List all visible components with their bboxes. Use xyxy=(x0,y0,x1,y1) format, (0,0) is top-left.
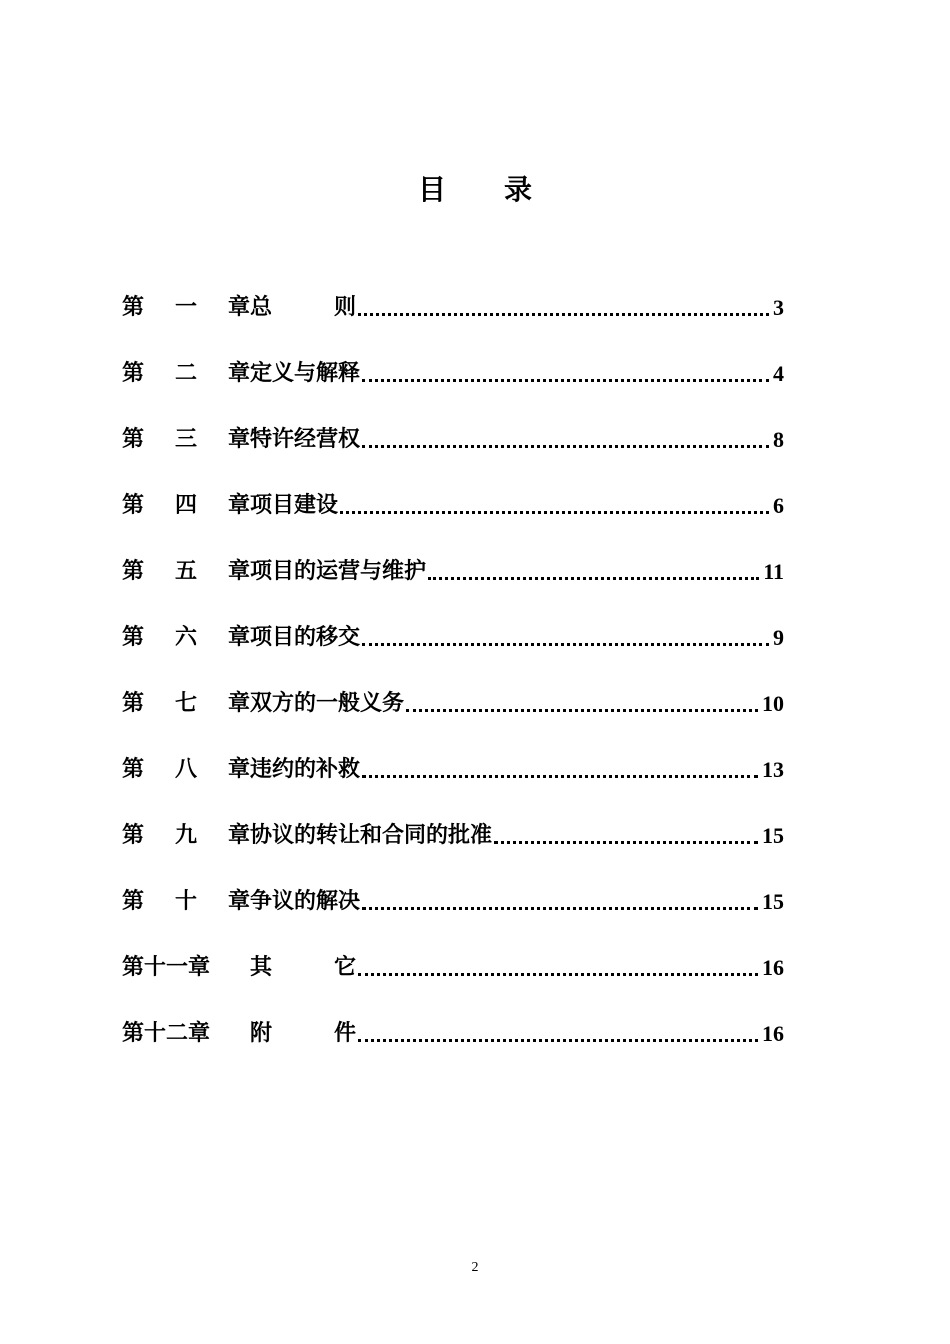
toc-chapter-char: 第 xyxy=(122,427,145,452)
toc-chapter-label xyxy=(122,354,250,394)
toc-page-number: 13 xyxy=(762,757,784,782)
toc-chapter-char: 二 xyxy=(174,361,197,386)
toc-entry[interactable] xyxy=(122,552,784,618)
toc-title-text: 特许经营权 xyxy=(250,427,361,452)
toc-entry[interactable] xyxy=(122,882,784,948)
toc-entry[interactable] xyxy=(122,420,784,486)
toc-chapter-char: 章 xyxy=(227,889,250,914)
toc-title-text: 项目的移交 xyxy=(250,625,361,650)
toc-entry[interactable] xyxy=(122,684,784,750)
toc-chapter-char: 第 xyxy=(122,493,145,518)
toc-chapter-char: 七 xyxy=(174,691,197,716)
toc-chapter-char: 章 xyxy=(227,427,250,452)
toc-page-number: 4 xyxy=(773,361,784,386)
toc-chapter-char: 第 xyxy=(122,625,145,650)
toc-chapter-char: 第 xyxy=(122,559,145,584)
toc-title-text: 附 xyxy=(250,1021,273,1046)
toc-chapter-char: 第 xyxy=(122,889,145,914)
toc-chapter-label xyxy=(122,618,250,658)
toc-title-text: 其 xyxy=(250,955,273,980)
toc-chapter-char: 八 xyxy=(174,757,197,782)
toc-chapter-label xyxy=(122,750,250,790)
toc-dot-leader xyxy=(358,288,769,328)
toc-chapter-char: 第 xyxy=(122,295,145,320)
toc-chapter-title xyxy=(250,750,360,790)
toc-title-text: 争议的解决 xyxy=(250,889,361,914)
toc-chapter-char: 章 xyxy=(227,691,250,716)
toc-title-text: 违约的补救 xyxy=(250,757,361,782)
toc-dot-leader xyxy=(358,1014,758,1054)
toc-title-text: 总 xyxy=(250,295,273,320)
toc-page-number: 16 xyxy=(762,1021,784,1046)
toc-chapter-char: 六 xyxy=(174,625,197,650)
toc-entry[interactable] xyxy=(122,816,784,882)
toc-chapter-label xyxy=(122,948,250,988)
toc-page-number: 16 xyxy=(762,955,784,980)
toc-dot-leader xyxy=(362,750,758,790)
toc-title-text: 项目建设 xyxy=(250,493,339,518)
toc-entry[interactable] xyxy=(122,486,784,552)
toc-chapter-title xyxy=(250,1014,356,1054)
toc-title-text: 定义与解释 xyxy=(250,361,361,386)
toc-dot-leader xyxy=(362,882,758,922)
toc-chapter-label xyxy=(122,288,250,328)
toc-dot-leader xyxy=(494,816,758,856)
toc-chapter-label xyxy=(122,1014,250,1054)
toc-page-number: 15 xyxy=(762,889,784,914)
toc-title-text: 则 xyxy=(333,295,356,320)
toc-chapter-char: 第十二章 xyxy=(122,1021,211,1046)
toc-chapter-title xyxy=(250,882,360,922)
toc-page-number: 8 xyxy=(773,427,784,452)
toc-chapter-label xyxy=(122,486,250,526)
toc-chapter-title xyxy=(250,618,360,658)
toc-dot-leader xyxy=(362,354,769,394)
page-number: 2 xyxy=(471,1260,479,1275)
toc-chapter-title xyxy=(250,552,426,592)
toc-chapter-char: 章 xyxy=(227,493,250,518)
toc-chapter-label xyxy=(122,420,250,460)
toc-chapter-char: 第 xyxy=(122,361,145,386)
toc-chapter-title xyxy=(250,288,356,328)
toc-entry[interactable] xyxy=(122,948,784,1014)
toc-page-number: 15 xyxy=(762,823,784,848)
toc-dot-leader xyxy=(362,420,769,460)
toc-entry[interactable] xyxy=(122,618,784,684)
toc-chapter-char: 十 xyxy=(174,889,197,914)
toc-dot-leader xyxy=(340,486,769,526)
toc-chapter-char: 章 xyxy=(227,295,250,320)
title-char-2: 录 xyxy=(504,173,533,206)
toc-title-text: 协议的转让和合同的批准 xyxy=(250,823,493,848)
toc-chapter-title xyxy=(250,486,338,526)
toc-chapter-char: 一 xyxy=(174,295,197,320)
toc-chapter-label xyxy=(122,882,250,922)
toc-chapter-char: 章 xyxy=(227,823,250,848)
toc-chapter-title xyxy=(250,420,360,460)
toc-chapter-char: 九 xyxy=(174,823,197,848)
toc-chapter-char: 五 xyxy=(174,559,197,584)
toc-chapter-title xyxy=(250,684,404,724)
toc-dot-leader xyxy=(406,684,758,724)
toc-title-text: 件 xyxy=(333,1021,356,1046)
toc-entry[interactable] xyxy=(122,288,784,354)
toc-page-number: 9 xyxy=(773,625,784,650)
toc-dot-leader xyxy=(358,948,758,988)
toc-chapter-char: 四 xyxy=(174,493,197,518)
toc-entry[interactable] xyxy=(122,1014,784,1080)
toc-chapter-char: 三 xyxy=(174,427,197,452)
toc-chapter-title xyxy=(250,816,492,856)
toc-dot-leader xyxy=(428,552,759,592)
toc-page-number: 6 xyxy=(773,493,784,518)
toc-dot-leader xyxy=(362,618,769,658)
toc-chapter-label xyxy=(122,816,250,856)
page-title xyxy=(0,168,950,208)
table-of-contents xyxy=(122,288,784,1080)
toc-page-number: 11 xyxy=(763,559,784,584)
toc-entry[interactable] xyxy=(122,354,784,420)
toc-chapter-char: 章 xyxy=(227,361,250,386)
toc-chapter-label xyxy=(122,552,250,592)
toc-title-text: 项目的运营与维护 xyxy=(250,559,427,584)
toc-entry[interactable] xyxy=(122,750,784,816)
toc-title-text: 它 xyxy=(333,955,356,980)
toc-page-number: 10 xyxy=(762,691,784,716)
toc-page-number: 3 xyxy=(773,295,784,320)
toc-chapter-char: 章 xyxy=(227,757,250,782)
toc-chapter-char: 第 xyxy=(122,757,145,782)
title-char-1: 目 xyxy=(417,173,446,206)
toc-chapter-title xyxy=(250,354,360,394)
toc-chapter-char: 第十一章 xyxy=(122,955,211,980)
toc-chapter-char: 第 xyxy=(122,823,145,848)
toc-chapter-title xyxy=(250,948,356,988)
toc-chapter-label xyxy=(122,684,250,724)
toc-title-text: 双方的一般义务 xyxy=(250,691,405,716)
toc-chapter-char: 章 xyxy=(227,625,250,650)
toc-chapter-char: 第 xyxy=(122,691,145,716)
toc-chapter-char: 章 xyxy=(227,559,250,584)
